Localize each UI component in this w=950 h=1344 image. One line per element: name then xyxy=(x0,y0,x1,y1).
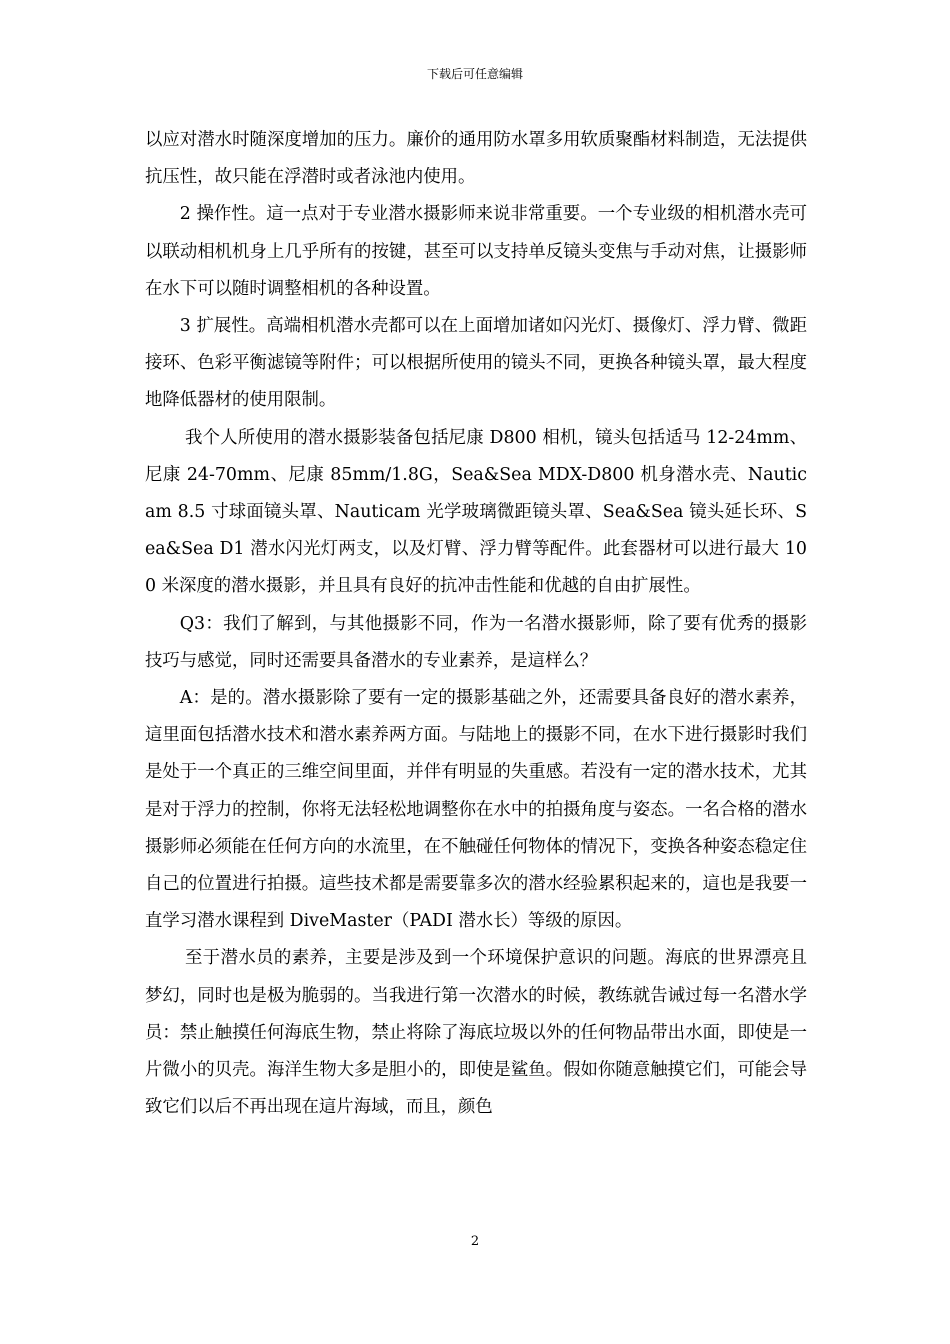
page-number: 2 xyxy=(470,1234,480,1249)
paragraph-personal-equipment: 我个人所使用的潜水摄影装备包括尼康 D800 相机，镜头包括适马 12-24mm、尼康 24-70mm、尼康 85mm/1.8G，Sea&Sea MDX-D800 机身潜水壳、Nauticam 8.5 寸球面镜头罩、Nauticam 光学玻璃微距镜头罩、Sea&Sea 镜头延长环、Sea&Sea D1 潜水闪光灯两支，以及灯臂、浮力臂等配件。此套器材可以进行最大 100 米深度的潜水摄影，并且具有良好的抗冲击性能和优越的自由扩展性。 xyxy=(145,427,807,597)
paragraph-answer: A：是的。潜水摄影除了要有一定的摄影基础之外，还需要具备良好的潜水素养，這里面包括潜水技术和潜水素养两方面。与陆地上的摄影不同，在水下进行摄影时我们是处于一个真正的三维空间里面，并伴有明显的失重感。若没有一定的潜水技术，尤其是对于浮力的控制，你将无法轻松地调整你在水中的拍摄角度与姿态。一名合格的潜水摄影师必须能在任何方向的水流里，在不触碰任何物体的情况下，变换各种姿态稳定住自己的位置进行拍摄。這些技术都是需要靠多次的潜水经验累积起来的，這也是我要一直学习潜水课程到 DiveMaster（PADI 潜水长）等级的原因。 xyxy=(145,688,807,932)
paragraph-diver-literacy: 至于潜水员的素养，主要是涉及到一个环境保护意识的问题。海底的世界漂亮且梦幻，同时也是极为脆弱的。当我进行第一次潜水的时候，教练就告诫过每一名潜水学员：禁止触摸任何海底生物，禁止将除了海底垃圾以外的任何物品带出水面，即使是一片微小的贝壳。海洋生物大多是胆小的，即使是鲨鱼。假如你随意触摸它们，可能会导致它们以后不再出现在這片海域，而且，颜色 xyxy=(145,948,807,1118)
paragraph-pressure-continuation: 以应对潜水时随深度增加的压力。廉价的通用防水罩多用软质聚酯材料制造，无法提供抗压性，故只能在浮潜时或者泳池内使用。 xyxy=(145,130,807,188)
paragraph-expandability: 3 扩展性。高端相机潜水壳都可以在上面增加诸如闪光灯、摄像灯、浮力臂、微距接环、色彩平衡滤镜等附件；可以根据所使用的镜头不同，更换各种镜头罩，最大程度地降低器材的使用限制。 xyxy=(145,316,807,411)
document-body xyxy=(145,122,807,1126)
paragraph-question-q3: Q3：我们了解到，与其他摄影不同，作为一名潜水摄影师，除了要有优秀的摄影技巧与感觉，同时还需要具备潜水的专业素养，是這样么？ xyxy=(145,613,807,671)
page-header: 下载后可任意编辑 xyxy=(426,67,523,81)
paragraph-operability: 2 操作性。這一点对于专业潜水摄影师来说非常重要。一个专业级的相机潜水壳可以联动相机机身上几乎所有的按键，甚至可以支持单反镜头变焦与手动对焦，让摄影师在水下可以随时调整相机的各种设置。 xyxy=(145,204,807,299)
